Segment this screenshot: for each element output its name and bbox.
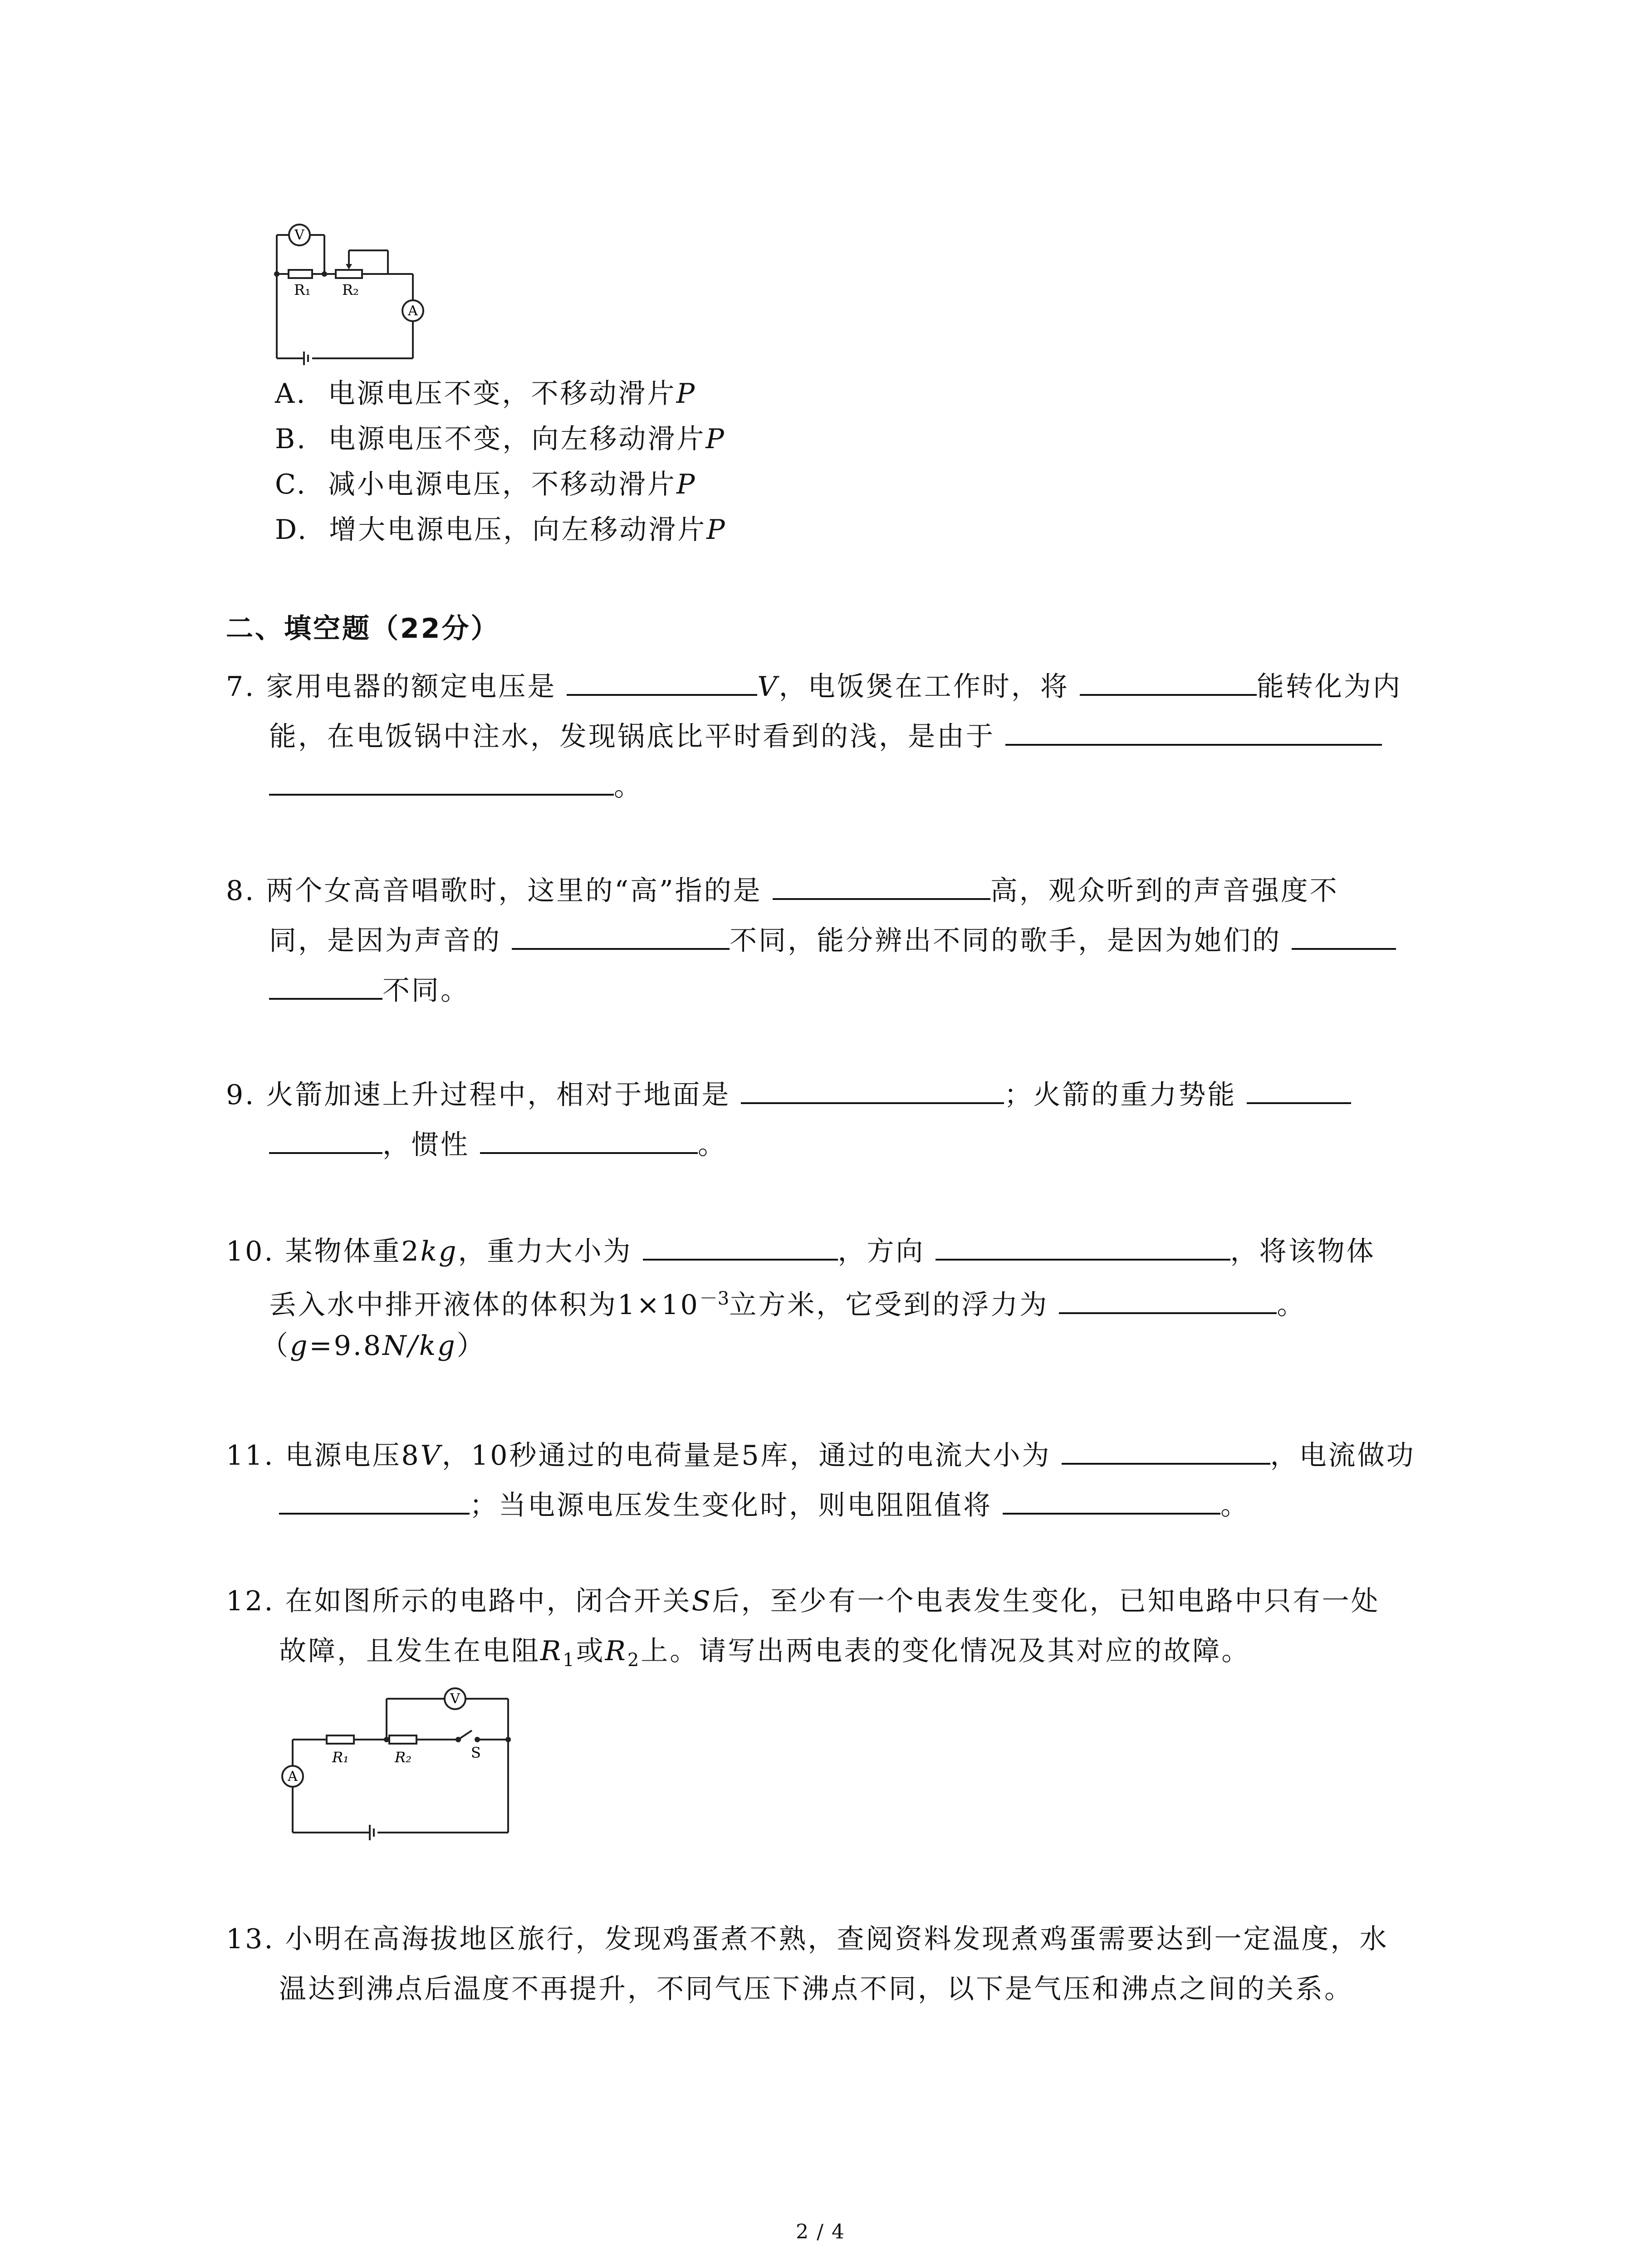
q12-line-1: 12. 在如图所示的电路中，闭合开关S后，至少有一个电表发生变化，已知电路中只有一处 <box>226 1585 1380 1617</box>
r2-label: R₂ <box>342 281 359 298</box>
q9-line-2: ，惯性 。 <box>269 1125 727 1158</box>
page-number: 2 / 4 <box>796 2220 845 2244</box>
q10-line-2: 丢入水中排开液体的体积为$1\times 10^{-3}$立方米，它受到的浮力为 。 <box>269 1285 1306 1319</box>
q10-line-1: 10. 某物体重2kg，重力大小为 ，方向 ，将该物体 <box>226 1232 1376 1265</box>
option-c: C. 减小电源电压，不移动滑片P <box>275 469 697 500</box>
answer-blank[interactable] <box>643 1232 838 1261</box>
q8-line-3: 不同。 <box>269 971 470 1004</box>
r1-label: R₁ <box>294 281 311 298</box>
answer-blank[interactable] <box>1059 1285 1277 1314</box>
answer-blank[interactable] <box>773 871 990 900</box>
answer-blank[interactable] <box>269 971 382 1000</box>
answer-blank[interactable] <box>1080 667 1257 696</box>
q8-line-1: 8. 两个女高音唱歌时，这里的“高”指的是 高，观众听到的声音强度不 <box>226 871 1339 904</box>
ammeter-label: A <box>408 303 418 319</box>
answer-blank[interactable] <box>269 1125 382 1154</box>
option-d: D. 增大电源电压，向左移动滑片P <box>275 514 727 546</box>
r2-label: R₂ <box>395 1749 411 1766</box>
voltmeter-label: V <box>450 1691 460 1707</box>
q11-line-1: 11. 电源电压8V，10秒通过的电荷量是5库，通过的电流大小为 ，电流做功 <box>226 1436 1416 1469</box>
ammeter-label: A <box>288 1769 298 1784</box>
answer-blank[interactable] <box>279 1486 470 1515</box>
answer-blank[interactable] <box>741 1075 1004 1104</box>
option-b: B. 电源电压不变，向左移动滑片P <box>275 423 726 455</box>
r1-label: R₁ <box>332 1749 349 1766</box>
answer-blank[interactable] <box>269 767 614 796</box>
q9-line-1: 9. 火箭加速上升过程中，相对于地面是 ；火箭的重力势能 <box>226 1075 1351 1109</box>
answer-blank[interactable] <box>1003 1486 1220 1515</box>
voltmeter-label: V <box>294 227 304 243</box>
q7-line-1: 7. 家用电器的额定电压是 V，电饭煲在工作时，将 能转化为内 <box>226 667 1402 700</box>
answer-blank[interactable] <box>1247 1075 1351 1104</box>
answer-blank[interactable] <box>1292 921 1396 950</box>
section-title: 二、填空题（22分） <box>226 613 500 645</box>
q11-line-2: ；当电源电压发生变化时，则电阻阻值将 。 <box>279 1486 1249 1519</box>
q10-line-3: （g=9.8N/kg） <box>261 1330 486 1362</box>
q7-line-2: 能，在电饭锅中注水，发现锅底比平时看到的浅，是由于 <box>269 717 1382 750</box>
q8-line-2: 同，是因为声音的 不同，能分辨出不同的歌手，是因为她们的 <box>269 921 1396 954</box>
answer-blank[interactable] <box>480 1125 698 1154</box>
answer-blank[interactable] <box>512 921 730 950</box>
switch-label: S <box>471 1744 481 1761</box>
option-a: A. 电源电压不变，不移动滑片P <box>275 378 696 410</box>
circuit-diagram-1 <box>268 222 485 372</box>
circuit-diagram-2 <box>272 1674 526 1855</box>
answer-blank[interactable] <box>1005 717 1382 746</box>
q7-line-3: 。 <box>269 767 643 800</box>
answer-blank[interactable] <box>567 667 757 696</box>
q13-line-1: 13. 小明在高海拔地区旅行，发现鸡蛋煮不熟，查阅资料发现煮鸡蛋需要达到一定温度，水 <box>226 1923 1389 1955</box>
q12-line-2: 故障，且发生在电阻$R_1$或$R_2$上。请写出两电表的变化情况及其对应的故障。 <box>279 1635 1251 1671</box>
q13-line-2: 温达到沸点后温度不再提升，不同气压下沸点不同，以下是气压和沸点之间的关系。 <box>279 1973 1353 2005</box>
answer-blank[interactable] <box>1062 1436 1270 1465</box>
answer-blank[interactable] <box>936 1232 1230 1261</box>
